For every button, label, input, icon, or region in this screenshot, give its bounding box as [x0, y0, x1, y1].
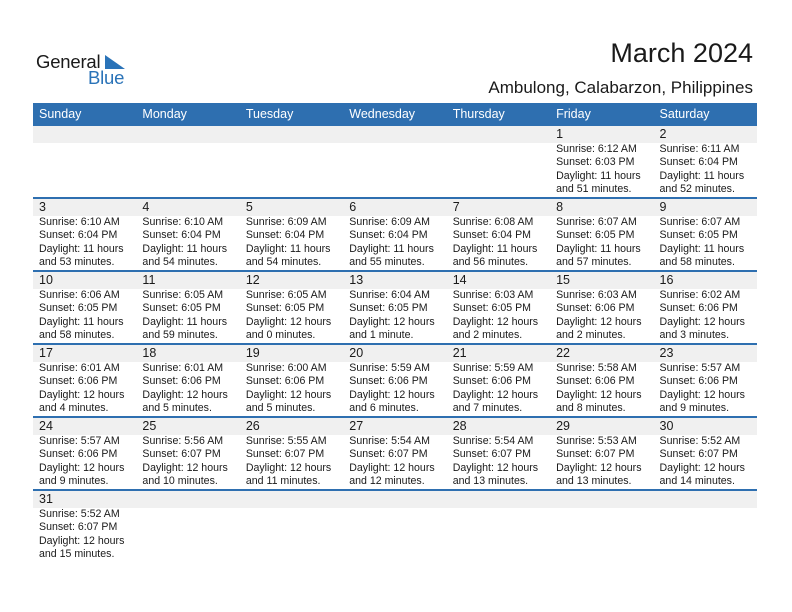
day-number: 20 — [349, 346, 364, 360]
day-number: 30 — [659, 419, 674, 433]
daylight-minutes: and 5 minutes. — [245, 402, 316, 415]
day-cell — [343, 272, 446, 343]
day-cell — [654, 126, 757, 197]
sunset-time: Sunset: 6:05 PM — [556, 229, 635, 242]
daylight-hours: Daylight: 11 hours — [142, 242, 228, 255]
sunrise-time: Sunrise: 6:10 AM — [142, 216, 224, 228]
sunset-time: Sunset: 6:04 PM — [142, 229, 221, 242]
daylight-minutes: and 4 minutes. — [39, 402, 109, 415]
day-number — [453, 491, 550, 508]
day-cell — [654, 272, 757, 343]
logo-text-general: General — [36, 51, 101, 72]
day-cell — [33, 491, 136, 562]
weekday-saturday: Saturday — [659, 107, 710, 121]
day-cell — [240, 418, 343, 489]
daylight-hours: Daylight: 12 hours — [452, 388, 539, 401]
daylight-hours: Daylight: 11 hours — [556, 169, 641, 182]
weekday-sunday: Sunday — [39, 107, 82, 121]
sunset-time: Sunset: 6:06 PM — [659, 375, 738, 388]
sunrise-time: Sunrise: 5:59 AM — [349, 362, 430, 374]
day-number: 23 — [659, 346, 674, 360]
sunrise-time: Sunrise: 6:05 AM — [245, 289, 327, 301]
empty-day-cell — [240, 491, 343, 562]
daylight-minutes: and 6 minutes. — [349, 402, 419, 415]
weekday-header-row — [33, 103, 757, 126]
day-cell — [550, 272, 653, 343]
daylight-minutes: and 7 minutes. — [452, 402, 523, 415]
day-cell — [550, 199, 653, 270]
daylight-hours: Daylight: 11 hours — [556, 242, 641, 255]
day-number: 2 — [659, 127, 667, 141]
day-number: 17 — [39, 346, 53, 360]
daylight-minutes: and 51 minutes. — [556, 183, 632, 196]
day-cell — [550, 418, 653, 489]
sunrise-time: Sunrise: 6:04 AM — [349, 289, 430, 301]
day-number: 16 — [659, 273, 674, 287]
empty-day-cell — [447, 126, 550, 197]
daylight-hours: Daylight: 12 hours — [659, 315, 745, 328]
weekday-monday: Monday — [142, 107, 187, 121]
day-number — [142, 126, 239, 143]
sunset-time: Sunset: 6:06 PM — [556, 302, 635, 315]
sunrise-time: Sunrise: 6:02 AM — [659, 289, 741, 301]
daylight-minutes: and 2 minutes. — [556, 329, 626, 342]
sunrise-time: Sunrise: 5:52 AM — [39, 508, 120, 520]
day-cell — [550, 126, 653, 197]
day-cell — [240, 199, 343, 270]
sunrise-time: Sunrise: 6:11 AM — [659, 143, 740, 155]
daylight-hours: Daylight: 11 hours — [349, 242, 434, 255]
day-cell — [654, 199, 757, 270]
day-cell — [136, 345, 239, 416]
daylight-minutes: and 2 minutes. — [452, 329, 523, 342]
sunset-time: Sunset: 6:05 PM — [39, 302, 118, 315]
sunrise-time: Sunrise: 6:07 AM — [659, 216, 741, 228]
sunset-time: Sunset: 6:06 PM — [39, 375, 118, 388]
daylight-hours: Daylight: 12 hours — [39, 461, 125, 474]
day-number: 27 — [349, 419, 364, 433]
day-number: 9 — [659, 200, 667, 214]
empty-day-cell — [343, 126, 446, 197]
sunrise-time: Sunrise: 5:54 AM — [349, 435, 430, 447]
sunrise-time: Sunrise: 6:03 AM — [556, 289, 637, 301]
day-number: 1 — [556, 127, 564, 141]
day-cell — [33, 345, 136, 416]
week-cells — [33, 491, 757, 562]
logo-text-blue: Blue — [88, 67, 125, 88]
week-cells — [33, 418, 757, 489]
day-number: 6 — [349, 200, 357, 214]
daylight-hours: Daylight: 12 hours — [245, 315, 332, 328]
daylight-minutes: and 12 minutes. — [349, 475, 425, 488]
sunset-time: Sunset: 6:07 PM — [245, 448, 325, 461]
sunset-time: Sunset: 6:07 PM — [349, 448, 428, 461]
day-cell — [33, 272, 136, 343]
sunrise-time: Sunrise: 5:57 AM — [659, 362, 741, 374]
day-cell — [240, 345, 343, 416]
page-title: March 2024 — [610, 38, 753, 68]
daylight-hours: Daylight: 11 hours — [659, 242, 745, 255]
sunset-time: Sunset: 6:06 PM — [659, 302, 738, 315]
daylight-hours: Daylight: 12 hours — [349, 461, 435, 474]
day-cell — [343, 418, 446, 489]
daylight-hours: Daylight: 12 hours — [349, 388, 435, 401]
sunrise-time: Sunrise: 5:53 AM — [556, 435, 637, 447]
day-cell — [343, 345, 446, 416]
daylight-minutes: and 8 minutes. — [556, 402, 626, 415]
sunrise-time: Sunrise: 6:01 AM — [142, 362, 224, 374]
sunset-time: Sunset: 6:06 PM — [245, 375, 325, 388]
day-cell — [447, 345, 550, 416]
day-cell — [240, 272, 343, 343]
sunrise-time: Sunrise: 5:57 AM — [39, 435, 120, 447]
daylight-hours: Daylight: 12 hours — [245, 388, 332, 401]
sunrise-time: Sunrise: 5:58 AM — [556, 362, 637, 374]
daylight-hours: Daylight: 11 hours — [39, 315, 124, 328]
day-number: 22 — [556, 346, 571, 360]
empty-day-cell — [343, 491, 446, 562]
day-cell — [654, 345, 757, 416]
daylight-hours: Daylight: 12 hours — [349, 315, 435, 328]
daylight-minutes: and 55 minutes. — [349, 256, 425, 269]
day-cell — [136, 272, 239, 343]
daylight-minutes: and 54 minutes. — [245, 256, 322, 269]
sunrise-time: Sunrise: 6:01 AM — [39, 362, 120, 374]
daylight-minutes: and 9 minutes. — [39, 475, 109, 488]
daylight-hours: Daylight: 12 hours — [142, 388, 228, 401]
day-number — [349, 126, 446, 143]
day-number: 13 — [349, 273, 364, 287]
sunset-time: Sunset: 6:06 PM — [142, 375, 221, 388]
daylight-minutes: and 58 minutes. — [39, 329, 115, 342]
daylight-minutes: and 9 minutes. — [659, 402, 730, 415]
sunrise-time: Sunrise: 6:07 AM — [556, 216, 637, 228]
weekday-thursday: Thursday — [452, 107, 505, 121]
sunrise-time: Sunrise: 5:59 AM — [452, 362, 534, 374]
sunrise-time: Sunrise: 6:03 AM — [452, 289, 534, 301]
sunset-time: Sunset: 6:04 PM — [659, 156, 738, 169]
day-number: 19 — [245, 346, 260, 360]
sunset-time: Sunset: 6:04 PM — [349, 229, 428, 242]
weeks-container — [33, 126, 757, 562]
day-number — [142, 491, 239, 508]
empty-day-cell — [136, 491, 239, 562]
sunrise-time: Sunrise: 5:54 AM — [452, 435, 534, 447]
daylight-hours: Daylight: 12 hours — [556, 315, 642, 328]
day-number: 29 — [556, 419, 571, 433]
sunset-time: Sunset: 6:04 PM — [39, 229, 118, 242]
sunrise-time: Sunrise: 6:12 AM — [556, 143, 637, 155]
location-subtitle: Ambulong, Calabarzon, Philippines — [488, 78, 753, 97]
daylight-hours: Daylight: 12 hours — [142, 461, 228, 474]
sunrise-time: Sunrise: 6:06 AM — [39, 289, 120, 301]
daylight-minutes: and 59 minutes. — [142, 329, 218, 342]
daylight-minutes: and 56 minutes. — [452, 256, 529, 269]
week-row — [33, 126, 757, 199]
daylight-hours: Daylight: 11 hours — [659, 169, 745, 182]
week-cells — [33, 199, 757, 270]
day-number: 21 — [452, 346, 467, 360]
daylight-minutes: and 58 minutes. — [659, 256, 735, 269]
sunset-time: Sunset: 6:04 PM — [245, 229, 325, 242]
daylight-hours: Daylight: 12 hours — [39, 534, 125, 547]
calendar-grid — [33, 103, 757, 562]
week-cells — [33, 126, 757, 197]
daylight-minutes: and 5 minutes. — [142, 402, 212, 415]
sunset-time: Sunset: 6:03 PM — [556, 156, 635, 169]
daylight-hours: Daylight: 11 hours — [142, 315, 228, 328]
sunset-time: Sunset: 6:07 PM — [659, 448, 738, 461]
daylight-minutes: and 10 minutes. — [142, 475, 218, 488]
sunset-time: Sunset: 6:06 PM — [349, 375, 428, 388]
sunrise-time: Sunrise: 6:00 AM — [245, 362, 327, 374]
sunset-time: Sunset: 6:05 PM — [659, 229, 738, 242]
daylight-hours: Daylight: 12 hours — [556, 388, 642, 401]
daylight-hours: Daylight: 12 hours — [659, 388, 745, 401]
sunrise-time: Sunrise: 5:52 AM — [659, 435, 741, 447]
sunset-time: Sunset: 6:07 PM — [452, 448, 532, 461]
daylight-hours: Daylight: 12 hours — [245, 461, 332, 474]
daylight-minutes: and 53 minutes. — [39, 256, 115, 269]
day-cell — [33, 418, 136, 489]
daylight-minutes: and 14 minutes. — [659, 475, 735, 488]
daylight-hours: Daylight: 11 hours — [245, 242, 331, 255]
daylight-hours: Daylight: 11 hours — [452, 242, 538, 255]
sunset-time: Sunset: 6:07 PM — [39, 521, 118, 534]
week-row — [33, 345, 757, 418]
day-number: 24 — [39, 419, 53, 433]
daylight-minutes: and 11 minutes. — [245, 475, 321, 488]
daylight-minutes: and 0 minutes. — [245, 329, 316, 342]
daylight-hours: Daylight: 12 hours — [556, 461, 642, 474]
week-row — [33, 199, 757, 272]
day-number: 11 — [142, 273, 156, 287]
sunset-time: Sunset: 6:05 PM — [245, 302, 325, 315]
day-number — [349, 491, 446, 508]
week-row — [33, 491, 757, 562]
day-number: 8 — [556, 200, 564, 214]
day-number: 4 — [142, 200, 150, 214]
empty-day-cell — [136, 126, 239, 197]
day-cell — [136, 199, 239, 270]
weekday-wednesday: Wednesday — [349, 107, 416, 121]
daylight-hours: Daylight: 11 hours — [39, 242, 124, 255]
daylight-minutes: and 13 minutes. — [452, 475, 529, 488]
day-number: 7 — [452, 200, 460, 214]
sunrise-time: Sunrise: 6:09 AM — [349, 216, 430, 228]
day-cell — [550, 345, 653, 416]
empty-day-cell — [654, 491, 757, 562]
day-number: 3 — [39, 200, 46, 214]
day-cell — [447, 272, 550, 343]
weekday-tuesday: Tuesday — [245, 107, 294, 121]
day-number — [39, 126, 136, 143]
empty-day-cell — [550, 491, 653, 562]
brand-logo — [36, 50, 136, 90]
sunset-time: Sunset: 6:04 PM — [452, 229, 532, 242]
sunrise-time: Sunrise: 6:08 AM — [452, 216, 534, 228]
daylight-minutes: and 57 minutes. — [556, 256, 632, 269]
daylight-hours: Daylight: 12 hours — [452, 461, 539, 474]
day-cell — [447, 418, 550, 489]
empty-day-cell — [240, 126, 343, 197]
week-row — [33, 272, 757, 345]
daylight-minutes: and 54 minutes. — [142, 256, 218, 269]
day-cell — [136, 418, 239, 489]
day-number: 18 — [142, 346, 157, 360]
day-number: 5 — [245, 200, 253, 214]
daylight-minutes: and 52 minutes. — [659, 183, 735, 196]
day-number: 14 — [452, 273, 467, 287]
day-number: 25 — [142, 419, 157, 433]
empty-day-cell — [33, 126, 136, 197]
day-number — [453, 126, 550, 143]
day-cell — [654, 418, 757, 489]
day-number: 28 — [452, 419, 467, 433]
sunset-time: Sunset: 6:06 PM — [556, 375, 635, 388]
day-number — [246, 126, 343, 143]
daylight-minutes: and 1 minute. — [349, 329, 414, 342]
sunset-time: Sunset: 6:05 PM — [452, 302, 532, 315]
day-number — [556, 491, 653, 508]
day-number — [660, 491, 757, 508]
sunset-time: Sunset: 6:06 PM — [452, 375, 532, 388]
sunrise-time: Sunrise: 6:09 AM — [245, 216, 327, 228]
daylight-minutes: and 15 minutes. — [39, 548, 115, 561]
sunset-time: Sunset: 6:06 PM — [39, 448, 118, 461]
sunrise-time: Sunrise: 6:05 AM — [142, 289, 224, 301]
day-number: 12 — [245, 273, 260, 287]
day-cell — [33, 199, 136, 270]
daylight-minutes: and 3 minutes. — [659, 329, 730, 342]
empty-day-cell — [447, 491, 550, 562]
week-row — [33, 418, 757, 491]
daylight-hours: Daylight: 12 hours — [452, 315, 539, 328]
day-cell — [343, 199, 446, 270]
sunset-time: Sunset: 6:07 PM — [142, 448, 221, 461]
day-cell — [447, 199, 550, 270]
day-number: 10 — [39, 273, 53, 287]
sunrise-time: Sunrise: 5:55 AM — [245, 435, 327, 447]
week-cells — [33, 272, 757, 343]
sunset-time: Sunset: 6:05 PM — [142, 302, 221, 315]
week-cells — [33, 345, 757, 416]
sunset-time: Sunset: 6:07 PM — [556, 448, 635, 461]
day-number: 31 — [39, 492, 53, 506]
daylight-minutes: and 13 minutes. — [556, 475, 632, 488]
weekday-friday: Friday — [556, 107, 591, 121]
daylight-hours: Daylight: 12 hours — [39, 388, 125, 401]
day-number: 26 — [245, 419, 260, 433]
sunrise-time: Sunrise: 5:56 AM — [142, 435, 224, 447]
sunset-time: Sunset: 6:05 PM — [349, 302, 428, 315]
sunrise-time: Sunrise: 6:10 AM — [39, 216, 120, 228]
daylight-hours: Daylight: 12 hours — [659, 461, 745, 474]
day-number — [246, 491, 343, 508]
day-number: 15 — [556, 273, 571, 287]
